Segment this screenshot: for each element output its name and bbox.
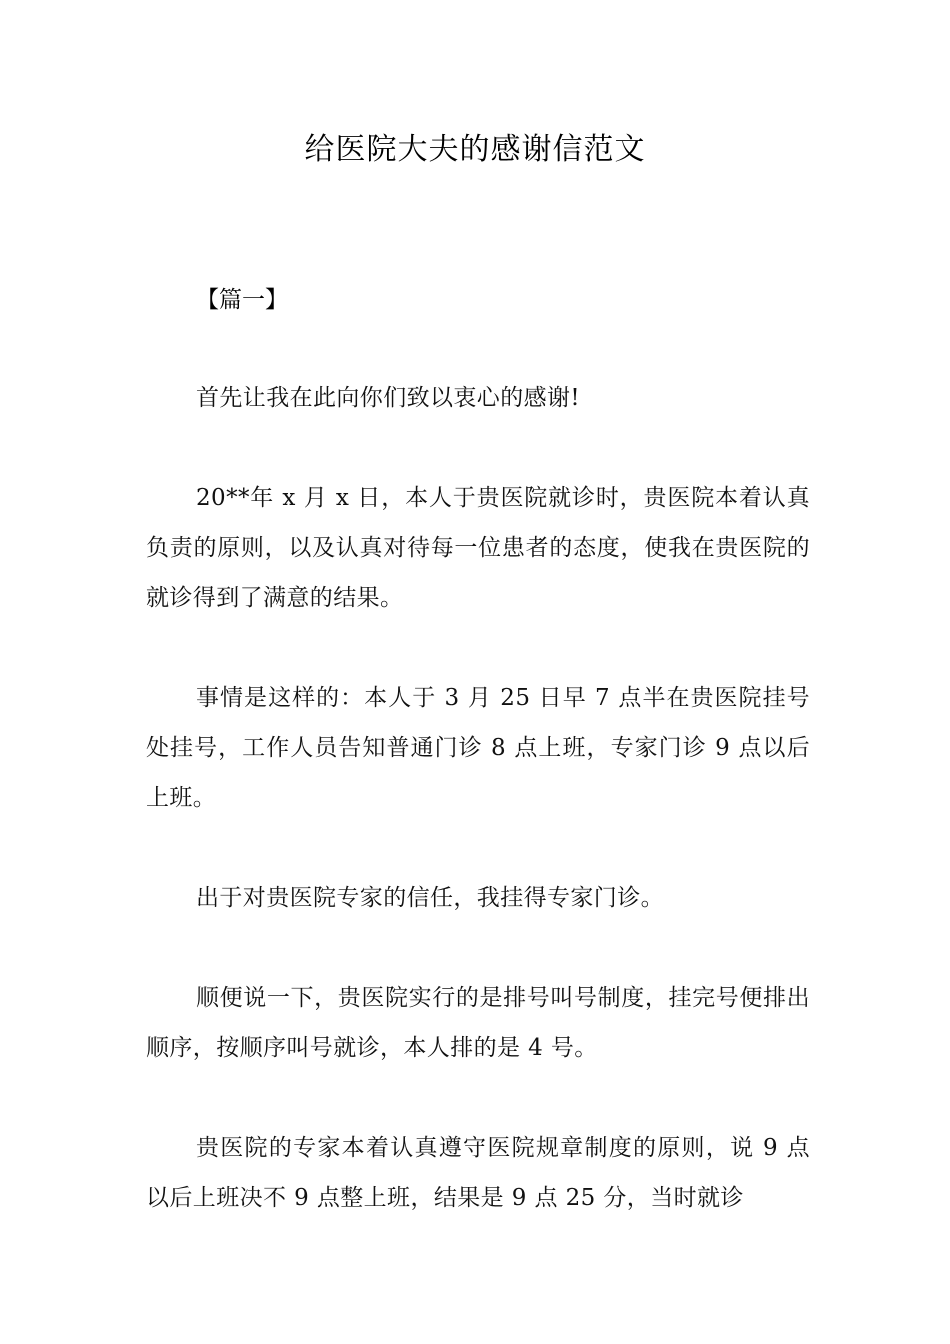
paragraph-1: 首先让我在此向你们致以衷心的感谢! (196, 385, 581, 411)
section-heading: 【篇一】 (196, 287, 288, 313)
document-title: 给医院大夫的感谢信范文 (304, 132, 646, 167)
paragraph-5: 顺便说一下，贵医院实行的是排号叫号制度，挂完号便排出顺序，按顺序叫号就诊，本人排的是 4 号。 (146, 985, 810, 1061)
paragraph-4: 出于对贵医院专家的信任，我挂得专家门诊。 (196, 885, 664, 911)
paragraph-3: 事情是这样的：本人于 3 月 25 日早 7 点半在贵医院挂号处挂号，工作人员告知普通门诊 8 点上班，专家门诊 9 点以后上班。 (146, 685, 810, 811)
paragraph-2: 20**年 x 月 x 日，本人于贵医院就诊时，贵医院本着认真负责的原则，以及认真对待每一位患者的态度，使我在贵医院的就诊得到了满意的结果。 (146, 485, 810, 611)
paragraph-6: 贵医院的专家本着认真遵守医院规章制度的原则，说 9 点以后上班决不 9 点整上班，结果是 9 点 25 分，当时就诊 (146, 1135, 810, 1211)
